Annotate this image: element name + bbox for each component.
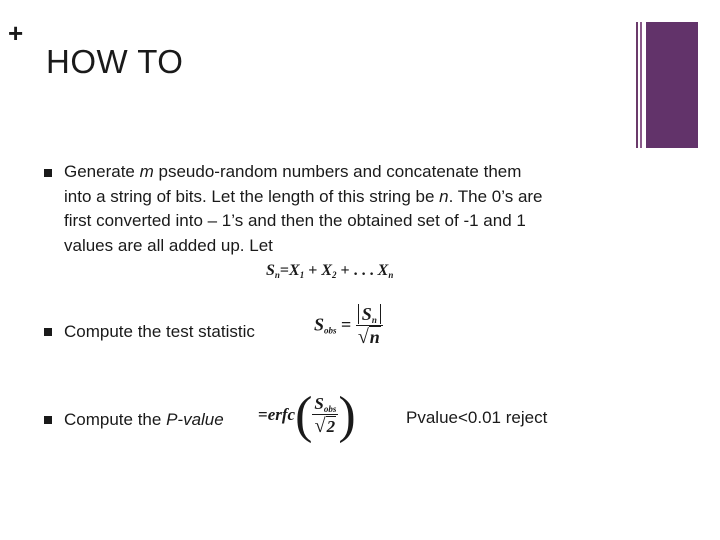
bullet-icon [44, 328, 52, 336]
accent-block [646, 22, 698, 148]
bullet-icon [44, 416, 52, 424]
bullet-text-generate: Generate m pseudo-random numbers and concatenate them into a string of bits. Let the length of this string be n. The 0’s are first converted into – 1’s and then the obtained set of -1 and 1 values are all added up. Let [64, 162, 543, 255]
accent-line [640, 22, 642, 148]
plus-icon: + [8, 18, 24, 48]
page-title: HOW TO [46, 43, 184, 80]
accent-line [636, 22, 638, 148]
sum-formula: $S_n=X_1 + X_2$ + . . . $X_n$ [266, 262, 394, 280]
reject-rule-note: Pvalue<0.01 reject [406, 408, 548, 427]
pvalue-formula: =erfc( $\frac{S_{obs}}{√2}$ ) [258, 387, 356, 444]
bullet-icon [44, 169, 52, 177]
bullet-text-statistic: Compute the test statistic [64, 322, 255, 341]
bullet-text-pvalue: Compute the P-value [64, 410, 224, 429]
statistic-formula: $S_{obs}$ = $\frac{S_n}{√n}$ [314, 304, 383, 349]
